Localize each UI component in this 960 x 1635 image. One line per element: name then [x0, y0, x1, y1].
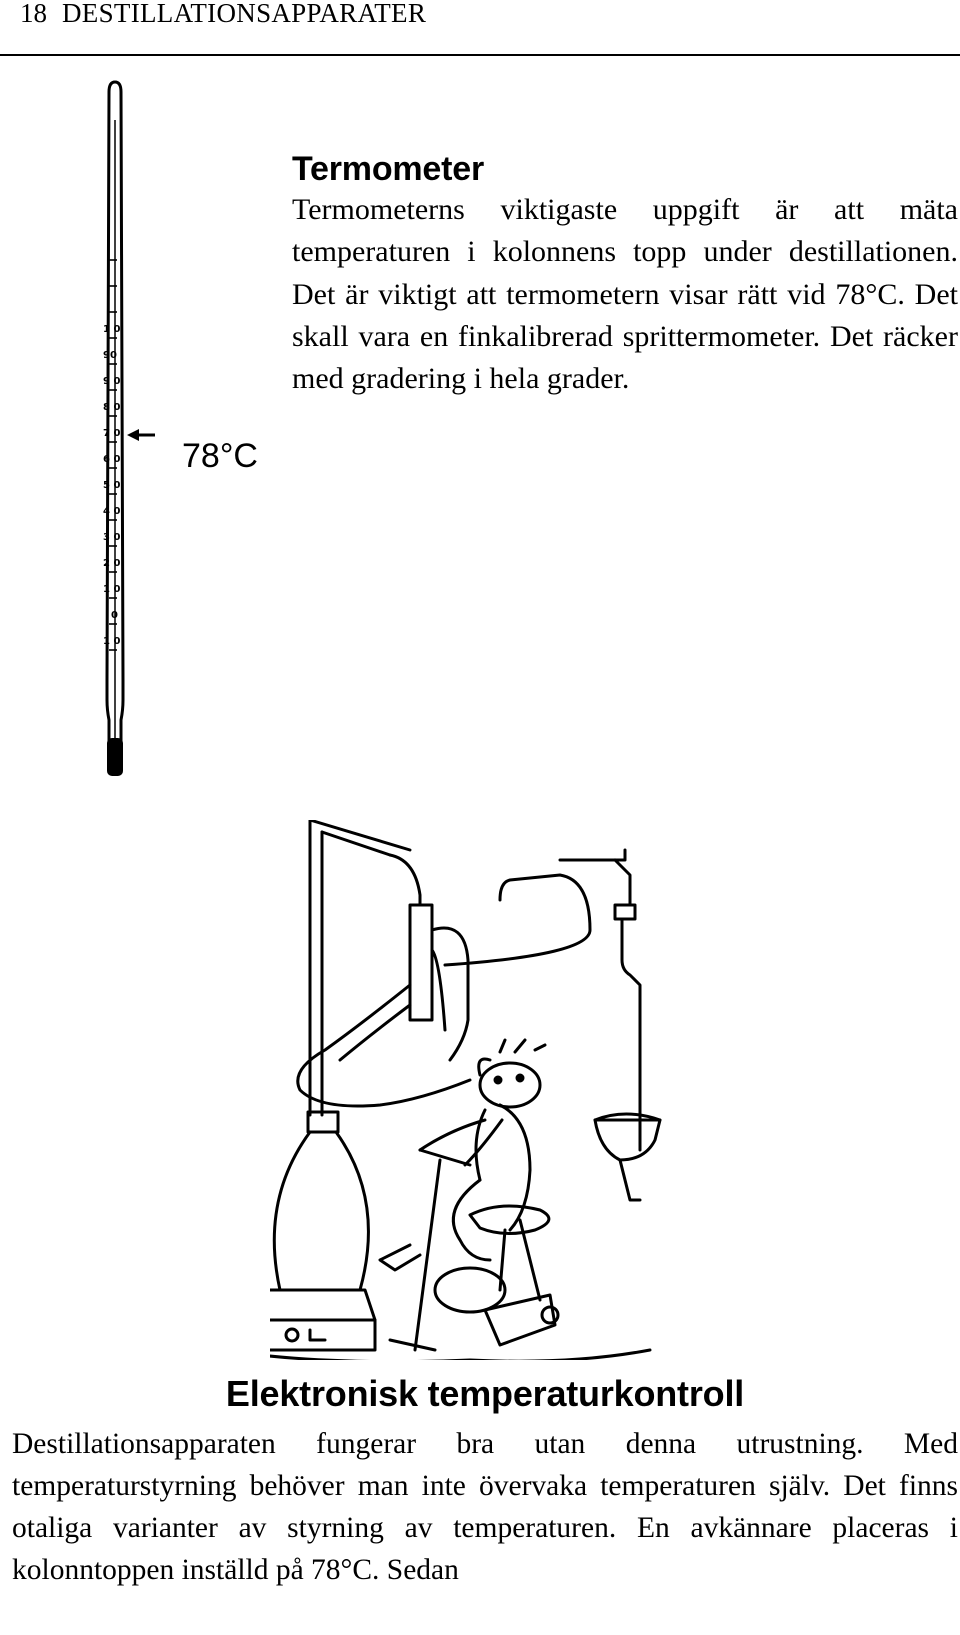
chapter-title: DESTILLATIONSAPPARATER: [62, 0, 427, 28]
scale-label: 7 0: [103, 428, 121, 439]
page-number: 18: [20, 0, 47, 28]
scale-label: 6 0: [103, 454, 121, 465]
scale-label: 3 0: [103, 532, 121, 543]
section-heading: Elektronisk temperaturkontroll: [225, 1373, 745, 1414]
scale-label: 1 0: [103, 584, 121, 595]
scale-label: 1 0: [103, 324, 121, 335]
scale-label: 4 0: [103, 506, 121, 517]
scale-label: 5 0: [103, 480, 121, 491]
section-heading: Termometer: [292, 150, 484, 188]
scale-label: 2 0: [103, 558, 121, 569]
arrow-icon: [127, 429, 155, 441]
section-electronic: [12, 1373, 958, 1591]
section-body: Destillationsapparaten fungerar bra utan denna utrustning. Med temperaturstyrning behöver man inte övervaka temperaturen själv. Det finns otaliga varianter av styrning av temperaturen. En avkännare placeras i kolonntoppen inställd på 78°C. Sedan: [12, 1428, 958, 1586]
page-header: [0, 0, 960, 56]
section-thermometer: [292, 150, 958, 400]
scale-label: 1 0: [103, 636, 121, 647]
marker-label: 78°C: [182, 437, 258, 475]
distillation-cartoon-illustration: [270, 820, 690, 1360]
thermometer-illustration: [95, 80, 155, 820]
scale-label: 0: [111, 610, 118, 621]
scale-label: 9 0: [103, 376, 121, 387]
section-body: Termometerns viktigaste uppgift är att mäta temperaturen i kolonnens topp under destillationen. Det är viktigt att termometern visar rätt vid 78°C. Det skall vara en finkalibrerad sprittermometer. Det räcker med gradering i hela grader.: [292, 193, 958, 396]
scale-label: 90: [103, 350, 117, 361]
scale-label: 8 0: [103, 402, 121, 413]
